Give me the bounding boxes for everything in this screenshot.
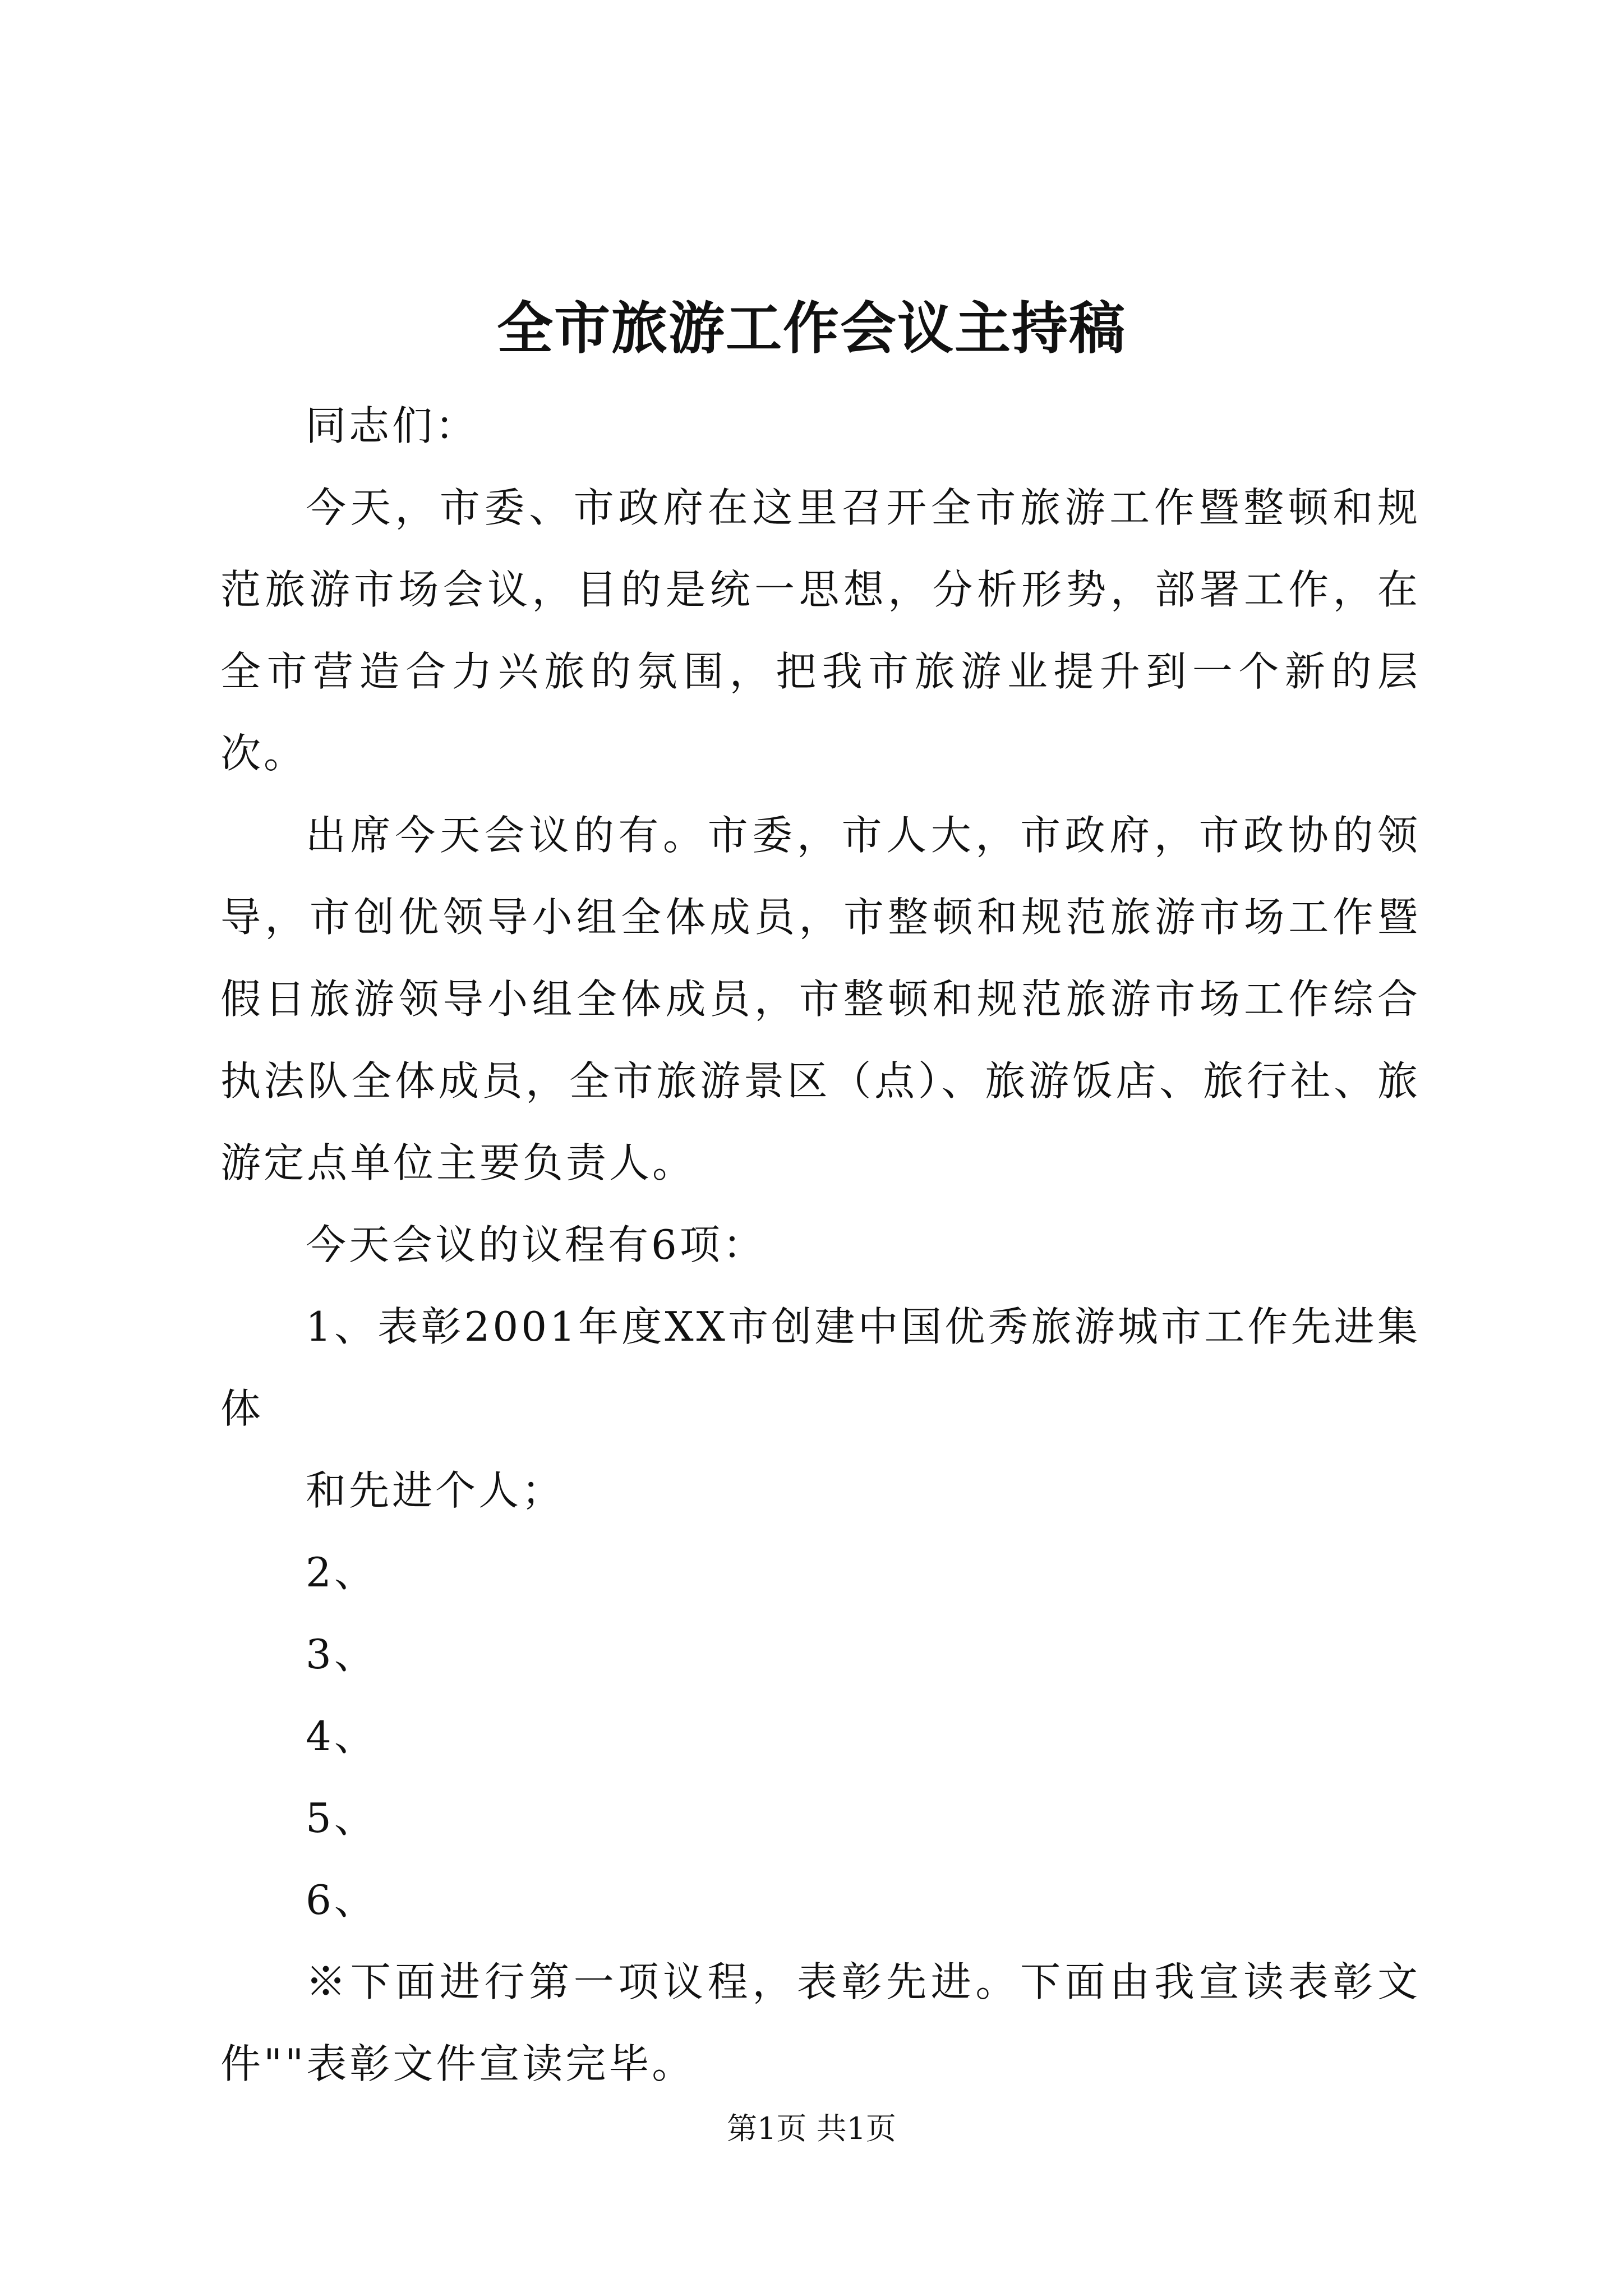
agenda-item-1: 1、表彰2001年度XX市创建中国优秀旅游城市工作先进集体 <box>220 1303 1421 1432</box>
agenda-item-6: 6、 <box>306 1876 377 1924</box>
page-footer: 第1页 共1页 <box>727 2111 896 2146</box>
document-title: 全市旅游工作会议主持稿 <box>497 295 1126 361</box>
agenda-item-5: 5、 <box>306 1795 377 1842</box>
agenda-item-3: 3、 <box>306 1631 377 1678</box>
salutation: 同志们： <box>306 402 479 449</box>
agenda-item-4: 4、 <box>306 1713 377 1760</box>
agenda-item-1-continued: 和先进个人； <box>306 1467 565 1514</box>
paragraph-purpose: 今天，市委、市政府在这里召开全市旅游工作暨整顿和规范旅游市场会议，目的是统一思想，分析形势，部署工作，在全市营造合力兴旅的氛围，把我市旅游业提升到一个新的层次。 <box>220 484 1421 777</box>
paragraph-agenda-intro: 今天会议的议程有6项： <box>306 1221 766 1268</box>
document-body <box>220 385 1421 2105</box>
paragraph-first-item: ※下面进行第一项议程，表彰先进。下面由我宣读表彰文件""表彰文件宣读完毕。 <box>220 1958 1421 2087</box>
paragraph-attendees: 出席今天会议的有。市委，市人大，市政府，市政协的领导，市创优领导小组全体成员，市整顿和规范旅游市场工作暨假日旅游领导小组全体成员，市整顿和规范旅游市场工作综合执法队全体成员，全市旅游景区（点）、旅游饭店、旅行社、旅游定点单位主要负责人。 <box>220 812 1421 1186</box>
agenda-item-2: 2、 <box>306 1549 377 1596</box>
